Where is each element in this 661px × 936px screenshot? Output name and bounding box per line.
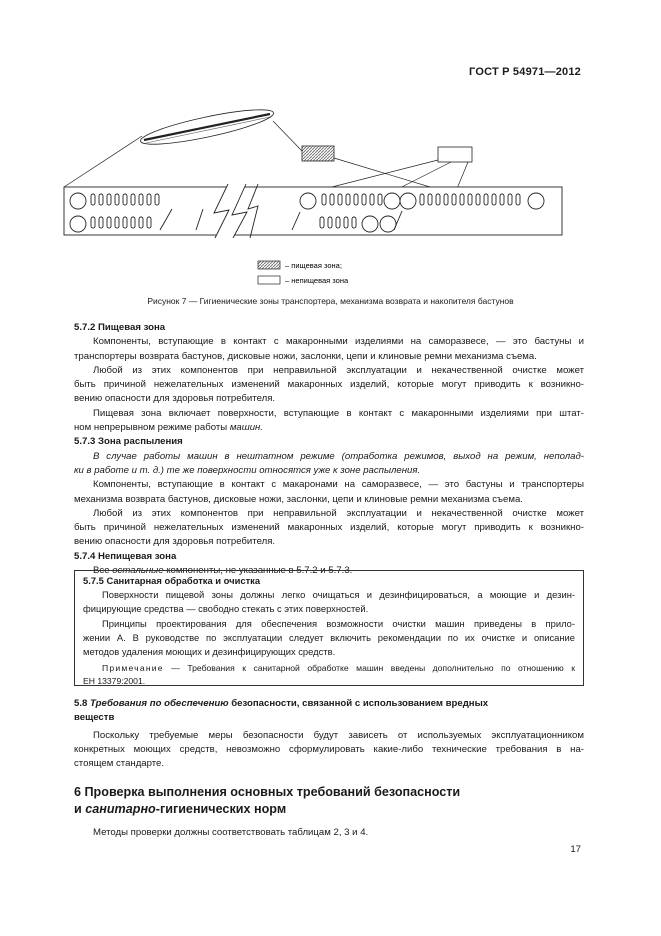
heading-5-7-5: 5.7.5 Санитарная обработка и очистка (83, 575, 261, 586)
legend-food-label: – пищевая зона; (285, 261, 342, 270)
text-line: Все остальные компоненты, не указанные в 5.7.2 и 5.7.3. (93, 565, 353, 577)
legend-nonfood-swatch (258, 276, 280, 284)
text-line: Пищевая зона включает поверхности, вступающие в контакт с макаронными изделиями при штат- (93, 407, 584, 419)
document-header: ГОСТ Р 54971—2012 (469, 66, 581, 78)
note: Примечание — Требования к санитарной обработке машин введены дополнительно по отношению к (102, 663, 575, 674)
section-6-title-line2: и санитарно-гигиенических норм (74, 802, 287, 816)
text-line: Компоненты, вступающие в контакт с макаронными изделиями на саморазвесе, — это бастуны и (93, 336, 584, 348)
text-line: жении А. В руководстве по эксплуатации следует включить рекомендации по их очистке и описание (83, 631, 575, 643)
text-line: Поверхности пищевой зоны должны легко очищаться и дезинфицироваться, а моющие и дезин- (102, 589, 575, 601)
text-line: фицирующие средства — свободно стекать с этих поверхностей. (83, 603, 369, 615)
text-line: Поскольку требуемые меры безопасности будут зависеть от используемых эксплуатационником (93, 729, 584, 741)
text-line: транспортеры возврата бастунов, дисковые ножи, заслонки, цепи и клиновые ремни механизма съема. (74, 350, 537, 362)
legend-food-swatch (258, 261, 280, 269)
text-line: Методы проверки должны соответствовать таблицам 2, 3 и 4. (93, 827, 369, 838)
text-line: ном непрерывном режиме работы машин. (74, 422, 263, 434)
text-line: стоящем стандарте. (74, 758, 165, 770)
section-5-8 (74, 697, 584, 771)
heading-5-7-2: 5.7.2 Пищевая зона (74, 322, 166, 333)
section-6-title-line1: 6 Проверка выполнения основных требований безопасности (74, 785, 461, 799)
section-6-title (74, 784, 584, 818)
text-line: Любой из этих компонентов при неправильной эксплуатации и некачественной очистке может (93, 364, 584, 376)
text-line: механизма возврата бастунов, дисковые ножи, заслонки, цепи и клиновые ремни механизма съема. (74, 493, 523, 505)
nonfood-zone-marker (438, 147, 472, 162)
text-line: конкретных моющих средств, невозможно сформулировать какие-либо технические требования в на- (74, 743, 584, 755)
bastun-rod-callout (64, 103, 302, 187)
conveyor-hygiene-figure (0, 0, 661, 300)
food-zone-marker (302, 146, 334, 161)
heading-5-8-cont: веществ (74, 712, 115, 724)
section-6-text (74, 826, 584, 840)
text-line: Принципы проектирования для обеспечения возможности очистки машин приведены в прило- (102, 617, 575, 629)
text-line: вению опасности для здоровья потребителя. (74, 393, 276, 405)
heading-5-8: 5.8 Требования по обеспечению безопасности, связанной с использованием вредных (74, 698, 489, 709)
figure-caption: Рисунок 7 — Гигиенические зоны транспортера, механизма возврата и накопителя бастунов (147, 296, 514, 306)
text-line: Компоненты, вступающие в контакт с макаронами на саморазвесе, — это бастуны и транспортеры (93, 479, 584, 491)
text-line: Любой из этих компонентов при неправильной эксплуатации и некачественной очистке может (93, 507, 584, 519)
heading-5-7-3: 5.7.3 Зона распыления (74, 436, 183, 448)
page-number: 17 (570, 844, 581, 855)
transport-frame (64, 184, 562, 238)
text-line: методов удаления моющих и дезинфицирующих средств. (83, 646, 336, 658)
text-line: быть причиной нежелательных изменений макаронных изделий, которые могут приводить к возникно- (74, 379, 584, 391)
heading-5-7-4: 5.7.4 Непищевая зона (74, 550, 177, 562)
text-line: В случае работы машин в нештатном режиме (отработка режимов, выход на режим, неполад- (93, 450, 584, 462)
text-line: быть причиной нежелательных изменений макаронных изделий, которые могут приводить к возникно- (74, 522, 584, 534)
text-line: вению опасности для здоровья потребителя. (74, 536, 276, 548)
legend-nonfood-label: – непищевая зона (285, 276, 349, 285)
section-5-7-2 (74, 321, 584, 578)
note-line: ЕН 13379:2001. (83, 676, 146, 687)
section-5-7-5-box (74, 570, 584, 686)
text-line: ки в работе и т. д.) те же поверхности относятся уже к зоне распыления. (74, 464, 421, 476)
